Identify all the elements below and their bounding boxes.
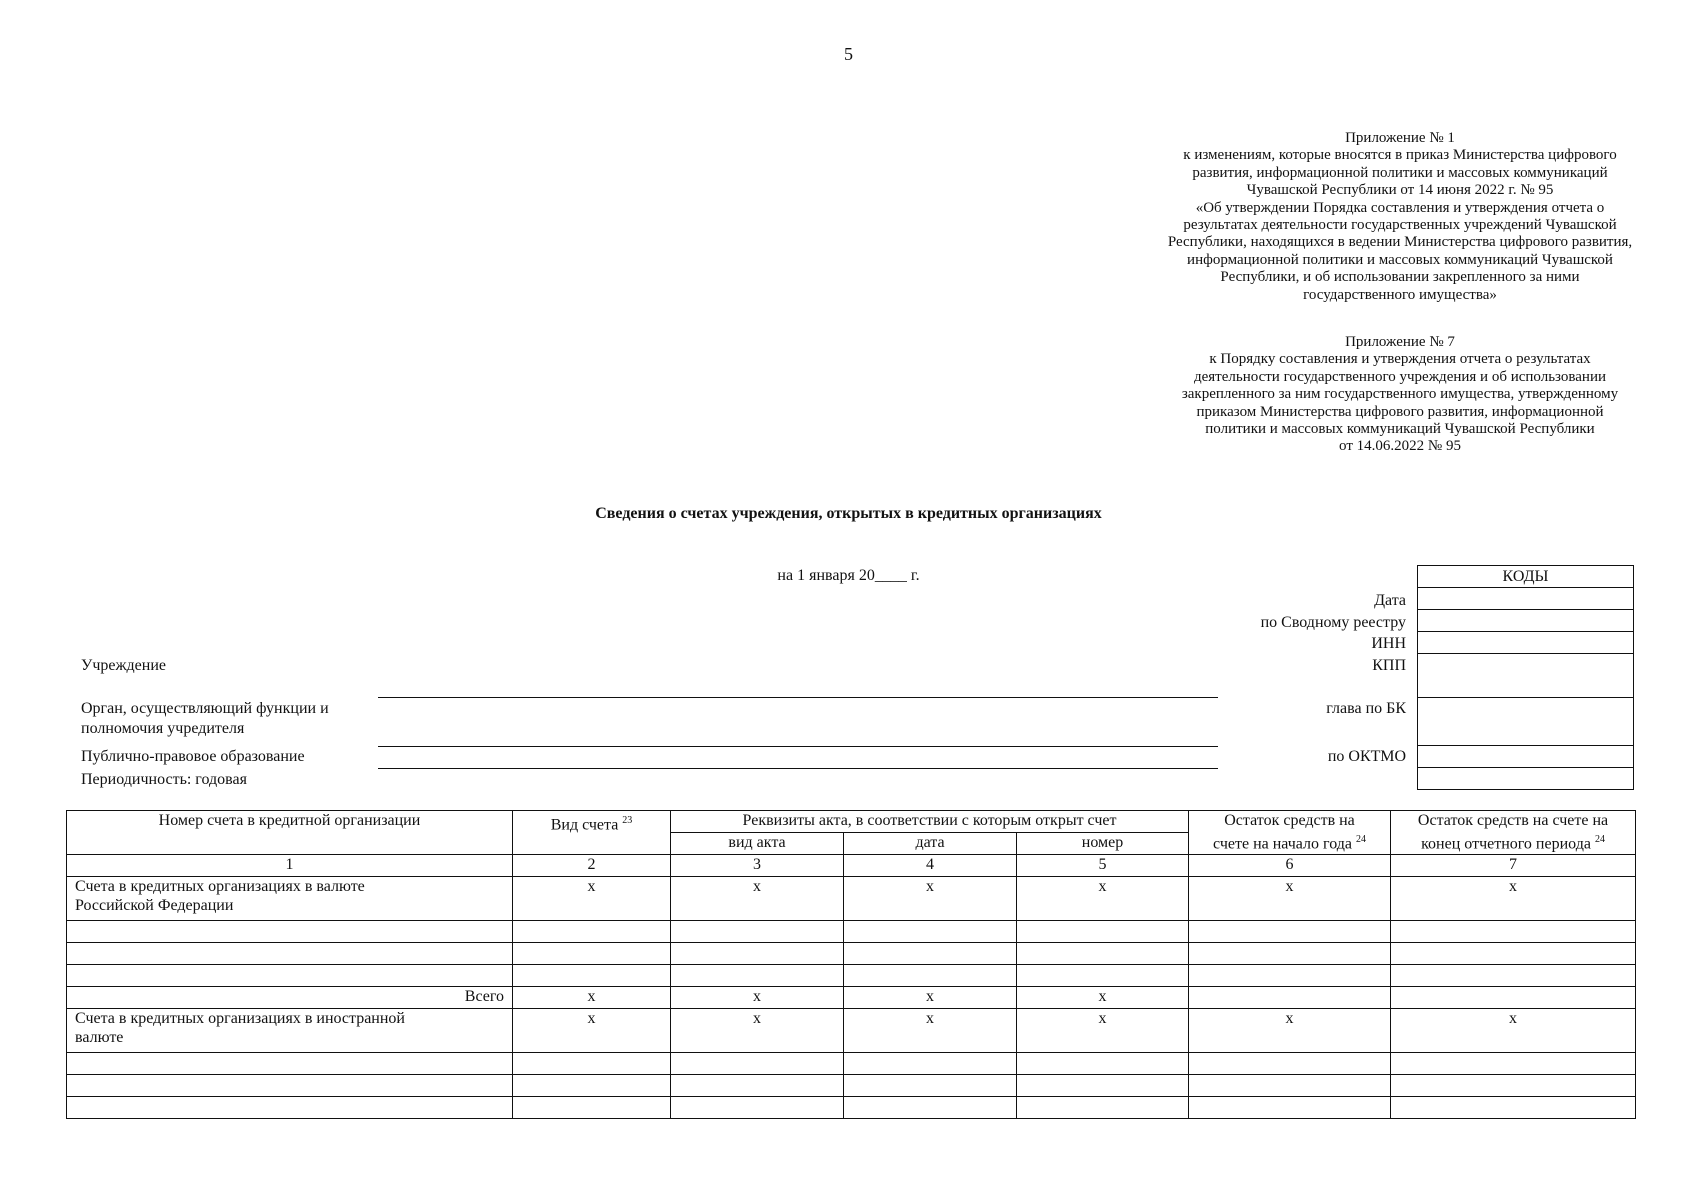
- x-mark: x: [844, 987, 1017, 1009]
- column-number: 4: [844, 855, 1017, 877]
- column-number: 2: [513, 855, 671, 877]
- public-entity-fill-line[interactable]: [378, 768, 1218, 769]
- x-mark: x: [1391, 877, 1636, 921]
- appendix-1-line: Республики, находящихся в ведении Министерства цифрового развития,: [1167, 234, 1633, 251]
- table-row: [67, 921, 1636, 943]
- empty-cell[interactable]: [844, 1097, 1017, 1119]
- empty-cell[interactable]: [1189, 1075, 1391, 1097]
- empty-cell[interactable]: [513, 1075, 671, 1097]
- empty-cell[interactable]: [1189, 1097, 1391, 1119]
- section-label-rub: Счета в кредитных организациях в валюте Российской Федерации: [67, 877, 513, 921]
- empty-cell[interactable]: [671, 1097, 844, 1119]
- act-details-header: Реквизиты акта, в соответствии с которым открыт счет: [671, 811, 1189, 833]
- date-code-label: Дата: [1374, 592, 1406, 609]
- codes-table: [1417, 565, 1634, 790]
- appendix-1-line: государственного имущества»: [1303, 286, 1497, 303]
- account-type-header: Вид счета $^{23}$: [513, 811, 671, 855]
- empty-cell[interactable]: [1017, 1075, 1189, 1097]
- kpp-code-label: КПП: [1372, 657, 1406, 674]
- empty-cell[interactable]: [67, 965, 513, 987]
- x-mark: x: [513, 877, 671, 921]
- x-mark: x: [1391, 1009, 1636, 1053]
- appendix-1-line: Чувашской Республики от 14 июня 2022 г. № 95: [1246, 182, 1554, 199]
- empty-cell[interactable]: [1189, 943, 1391, 965]
- empty-cell[interactable]: [844, 921, 1017, 943]
- appendix-1-line: к изменениям, которые вносятся в приказ Министерства цифрового: [1183, 147, 1617, 164]
- founder-label-line2: полномочия учредителя: [81, 720, 245, 737]
- empty-cell[interactable]: [1189, 965, 1391, 987]
- footnote-24: 24: [1355, 834, 1366, 845]
- balance-end-header: Остаток средств на счете на конец отчетного периода $^{24}$: [1391, 811, 1636, 855]
- founder-label-line1: Орган, осуществляющий функции и: [81, 700, 329, 717]
- appendix-7-line: Приложение № 7: [1345, 334, 1455, 350]
- empty-cell[interactable]: [671, 1053, 844, 1075]
- table-row: [67, 943, 1636, 965]
- empty-cell[interactable]: [513, 943, 671, 965]
- empty-cell[interactable]: [1017, 943, 1189, 965]
- registry-code-label: по Сводному реестру: [1260, 614, 1406, 631]
- act-date-header: дата: [844, 833, 1017, 855]
- total-row: [67, 987, 1636, 1009]
- appendix-7-line: к Порядку составления и утверждения отчета о результатах: [1209, 351, 1591, 368]
- appendix-7-line: политики и массовых коммуникаций Чувашской Республики: [1205, 421, 1595, 438]
- empty-cell[interactable]: [1391, 1097, 1636, 1119]
- footnote-23: 23: [622, 815, 633, 826]
- empty-cell[interactable]: [513, 965, 671, 987]
- table-row: [67, 1075, 1636, 1097]
- x-mark: x: [671, 877, 844, 921]
- public-entity-label: Публично-правовое образование: [81, 748, 305, 765]
- empty-cell[interactable]: [67, 1097, 513, 1119]
- column-number: 6: [1189, 855, 1391, 877]
- empty-cell[interactable]: [67, 943, 513, 965]
- appendix-7-block: [1120, 334, 1680, 456]
- act-type-header: вид акта: [671, 833, 844, 855]
- appendix-7-line: приказом Министерства цифрового развития, информационной: [1196, 403, 1604, 420]
- empty-cell[interactable]: [513, 921, 671, 943]
- empty-cell[interactable]: [1189, 921, 1391, 943]
- x-mark: x: [844, 877, 1017, 921]
- column-number: 5: [1017, 855, 1189, 877]
- x-mark: x: [513, 1009, 671, 1053]
- empty-cell[interactable]: [1391, 1053, 1636, 1075]
- x-mark: x: [1017, 1009, 1189, 1053]
- appendix-1-line: развития, информационной политики и массовых коммуникаций: [1192, 164, 1608, 181]
- page-number: 5: [844, 44, 853, 64]
- empty-cell[interactable]: [513, 1053, 671, 1075]
- institution-fill-line[interactable]: [378, 697, 1218, 698]
- x-mark: x: [1017, 987, 1189, 1009]
- empty-cell[interactable]: [67, 1075, 513, 1097]
- bk-chapter-code-label: глава по БК: [1326, 700, 1406, 717]
- empty-cell[interactable]: [1189, 1053, 1391, 1075]
- act-number-header: номер: [1017, 833, 1189, 855]
- table-row: [67, 1053, 1636, 1075]
- column-number-row: [67, 855, 1636, 877]
- x-mark: x: [844, 1009, 1017, 1053]
- empty-cell[interactable]: [1017, 965, 1189, 987]
- footnote-24: 24: [1594, 834, 1605, 845]
- total-balance-end-cell[interactable]: [1391, 987, 1636, 1009]
- appendix-1-line: Приложение № 1: [1345, 130, 1455, 146]
- appendix-1-line: информационной политики и массовых коммуникаций Чувашской: [1187, 251, 1613, 268]
- appendix-1-line: Республики, и об использовании закрепленного за ними: [1220, 269, 1580, 286]
- header-row: [67, 811, 1636, 833]
- appendix-1-line: «Об утверждении Порядка составления и утверждения отчета о: [1195, 199, 1605, 216]
- appendix-7-line: от 14.06.2022 № 95: [1339, 438, 1461, 455]
- oktmo-code-label: по ОКТМО: [1327, 748, 1406, 765]
- codes-header: КОДЫ: [1418, 566, 1634, 588]
- column-number: 1: [67, 855, 513, 877]
- empty-cell[interactable]: [844, 1053, 1017, 1075]
- empty-cell[interactable]: [844, 1075, 1017, 1097]
- empty-cell[interactable]: [671, 943, 844, 965]
- appendix-7-line: деятельности государственного учреждения и об использовании: [1193, 368, 1607, 385]
- empty-cell[interactable]: [1391, 943, 1636, 965]
- empty-cell[interactable]: [844, 965, 1017, 987]
- empty-cell[interactable]: [671, 921, 844, 943]
- date-code-cell[interactable]: [1418, 588, 1634, 610]
- x-mark: x: [671, 1009, 844, 1053]
- column-number: 7: [1391, 855, 1636, 877]
- empty-cell[interactable]: [1391, 921, 1636, 943]
- balance-start-header: Остаток средств на счете на начало года $^{24}$: [1189, 811, 1391, 855]
- inn-code-cell[interactable]: [1418, 632, 1634, 654]
- empty-cell[interactable]: [67, 921, 513, 943]
- section-row-rub: [67, 877, 1636, 921]
- founder-fill-line[interactable]: [378, 746, 1218, 747]
- column-number: 3: [671, 855, 844, 877]
- empty-cell[interactable]: [1017, 921, 1189, 943]
- empty-cell[interactable]: [844, 943, 1017, 965]
- appendix-7-line: закрепленного за ним государственного имущества, утвержденному: [1181, 386, 1619, 403]
- appendix-1-block: [1120, 130, 1680, 304]
- institution-label: Учреждение: [81, 657, 166, 674]
- section-row-foreign: [67, 1009, 1636, 1053]
- empty-cell[interactable]: [1017, 1053, 1189, 1075]
- x-mark: x: [1017, 877, 1189, 921]
- table-row: [67, 965, 1636, 987]
- x-mark: x: [1189, 1009, 1391, 1053]
- empty-cell[interactable]: [67, 1053, 513, 1075]
- periodicity-label: Периодичность: годовая: [81, 771, 247, 788]
- periodicity-code-cell[interactable]: [1418, 768, 1634, 790]
- total-balance-start-cell[interactable]: [1189, 987, 1391, 1009]
- oktmo-code-cell[interactable]: [1418, 746, 1634, 768]
- empty-cell[interactable]: [1391, 1075, 1636, 1097]
- empty-cell[interactable]: [1391, 965, 1636, 987]
- empty-cell[interactable]: [513, 1097, 671, 1119]
- accounts-table: [66, 810, 1636, 1119]
- total-label: Всего: [67, 987, 513, 1009]
- x-mark: x: [513, 987, 671, 1009]
- section-label-foreign: Счета в кредитных организациях в иностранной валюте: [67, 1009, 513, 1053]
- registry-code-cell[interactable]: [1418, 610, 1634, 632]
- inn-code-label: ИНН: [1371, 635, 1406, 652]
- report-date-line: на 1 января 20____ г.: [777, 567, 920, 584]
- x-mark: x: [671, 987, 844, 1009]
- bk-chapter-code-cell[interactable]: [1418, 698, 1634, 746]
- x-mark: x: [1189, 877, 1391, 921]
- empty-cell[interactable]: [671, 965, 844, 987]
- table-row: [67, 1097, 1636, 1119]
- account-number-header: Номер счета в кредитной организации: [67, 811, 513, 855]
- empty-cell[interactable]: [1017, 1097, 1189, 1119]
- kpp-code-cell[interactable]: [1418, 654, 1634, 698]
- empty-cell[interactable]: [671, 1075, 844, 1097]
- document-title: Сведения о счетах учреждения, открытых в кредитных организациях: [595, 505, 1102, 522]
- appendix-1-line: результатах деятельности государственных учреждений Чувашской: [1183, 217, 1617, 234]
